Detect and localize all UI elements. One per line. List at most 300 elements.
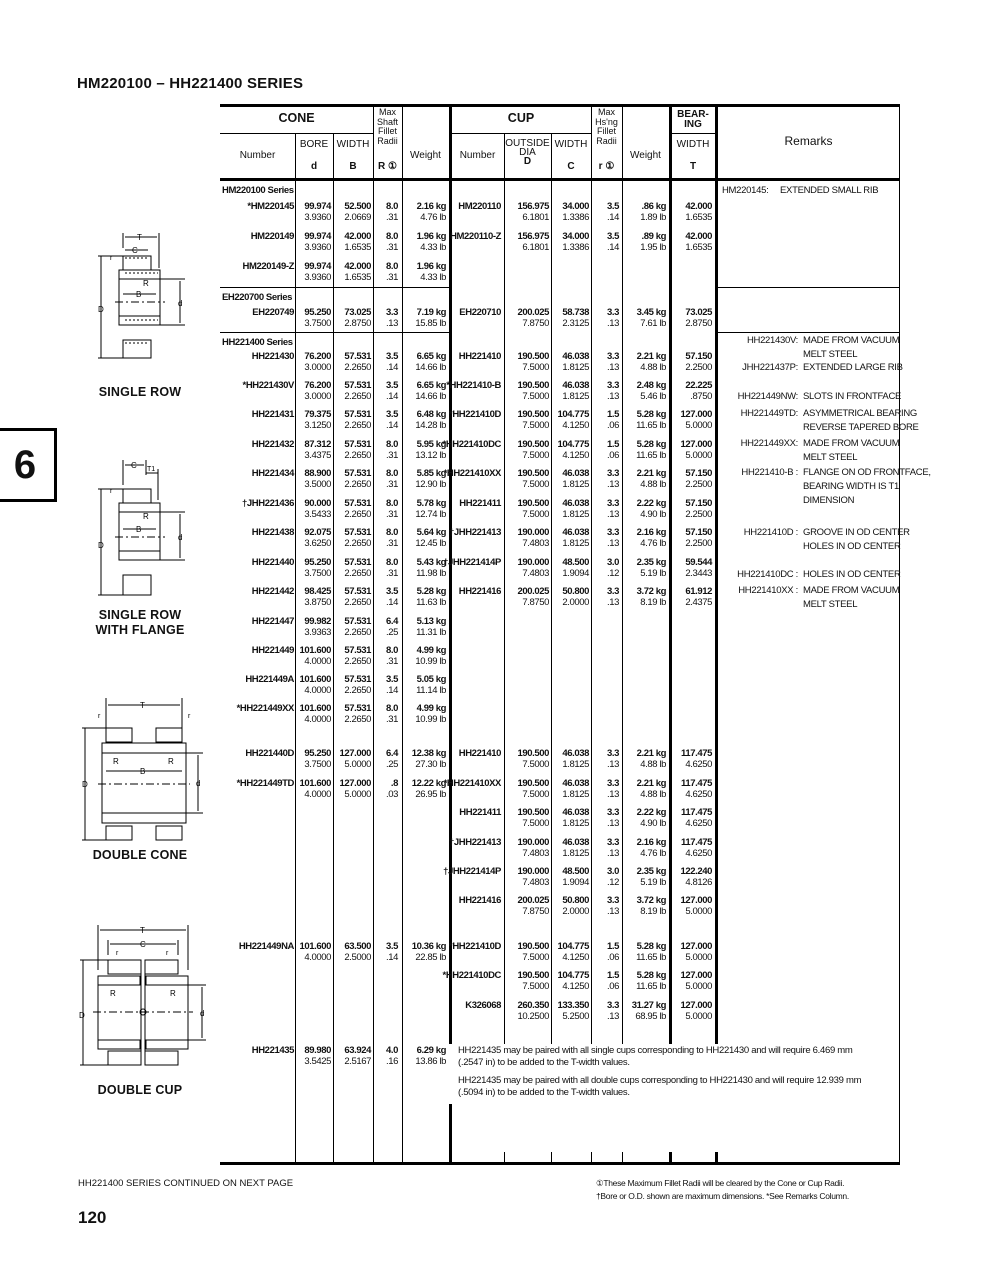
od-metric: 190.000 bbox=[517, 557, 549, 568]
remark-text: MADE FROM VACUUM bbox=[803, 585, 900, 596]
r-metric: 3.5 bbox=[606, 201, 619, 212]
cw-metric: 46.038 bbox=[562, 807, 589, 818]
cwt-imperial: 14.66 lb bbox=[415, 391, 446, 402]
uwt-imperial: 4.88 lb bbox=[640, 759, 666, 770]
T-metric: 57.150 bbox=[685, 527, 712, 538]
od-imperial: 7.5000 bbox=[522, 818, 549, 829]
remark-text: MADE FROM VACUUM bbox=[803, 335, 900, 346]
r-imperial: .13 bbox=[606, 318, 619, 329]
svg-text:r: r bbox=[166, 950, 169, 957]
uwt-metric: 5.28 kg bbox=[636, 409, 666, 420]
remark-text: EXTENDED SMALL RIB bbox=[780, 185, 879, 196]
header-remarks: Remarks bbox=[784, 134, 833, 148]
bore-metric: 101.600 bbox=[299, 778, 331, 789]
T-imperial: 2.2500 bbox=[685, 479, 712, 490]
cw-metric: 46.038 bbox=[562, 380, 589, 391]
bore-metric: 101.600 bbox=[299, 941, 331, 952]
footnotes: ①These Maximum Fillet Radii will be cleared by the Cone or Cup Radii. †Bore or O.D. shown are maximum dimensions. *See Remarks Column. bbox=[596, 1178, 849, 1201]
r-metric: 3.3 bbox=[606, 748, 619, 759]
series-label: HM220100 Series bbox=[222, 185, 294, 196]
cw-metric: 50.800 bbox=[562, 895, 589, 906]
svg-text:C: C bbox=[132, 246, 138, 255]
cup-number: HH221411 bbox=[459, 498, 501, 509]
r-metric: 3.0 bbox=[606, 557, 619, 568]
T-metric: 57.150 bbox=[685, 351, 712, 362]
remark-key: HH221449XX: bbox=[740, 438, 798, 449]
od-imperial: 6.1801 bbox=[522, 212, 549, 223]
cw-imperial: 1.8125 bbox=[562, 789, 589, 800]
od-metric: 190.000 bbox=[517, 837, 549, 848]
bore-metric: 76.200 bbox=[304, 380, 331, 391]
bore-imperial: 4.0000 bbox=[304, 656, 331, 667]
cw-metric: 46.038 bbox=[562, 837, 589, 848]
bore-metric: 76.200 bbox=[304, 351, 331, 362]
cup-number: †JHH221413 bbox=[449, 527, 501, 538]
cup-number: K326068 bbox=[465, 1000, 501, 1011]
od-imperial: 7.5000 bbox=[522, 952, 549, 963]
T-metric: 122.240 bbox=[680, 866, 712, 877]
r-imperial: .14 bbox=[606, 212, 619, 223]
svg-text:r: r bbox=[98, 713, 101, 720]
cup-number: HM220110 bbox=[458, 201, 501, 212]
r-metric: 3.3 bbox=[606, 1000, 619, 1011]
cone-number: HM220149-Z bbox=[242, 261, 294, 272]
R-imperial: .31 bbox=[385, 509, 398, 520]
bore-metric: 99.974 bbox=[304, 261, 331, 272]
r-imperial: .13 bbox=[606, 906, 619, 917]
svg-text:C: C bbox=[131, 461, 137, 470]
cw-imperial: 4.1250 bbox=[562, 952, 589, 963]
R-metric: 3.3 bbox=[385, 307, 398, 318]
cw-metric: 46.038 bbox=[562, 351, 589, 362]
svg-text:T: T bbox=[137, 233, 142, 242]
header-shaft-symbol: R ① bbox=[378, 161, 397, 172]
header-shaft-fillet: Max Shaft Fillet Radii bbox=[376, 107, 398, 146]
header-cup-number: Number bbox=[459, 150, 496, 161]
r-metric: 3.3 bbox=[606, 778, 619, 789]
bw-metric: 57.531 bbox=[344, 645, 371, 656]
T-metric: 22.225 bbox=[685, 380, 712, 391]
r-imperial: .06 bbox=[606, 981, 619, 992]
bore-imperial: 4.0000 bbox=[304, 952, 331, 963]
bw-imperial: 5.0000 bbox=[344, 789, 371, 800]
bw-imperial: 2.0669 bbox=[344, 212, 371, 223]
cone-number: *HH221449XX bbox=[236, 703, 294, 714]
T-imperial: 4.6250 bbox=[685, 848, 712, 859]
cwt-imperial: 14.28 lb bbox=[415, 420, 446, 431]
remark-key: HH221410XX : bbox=[738, 585, 798, 596]
bw-metric: 63.500 bbox=[344, 941, 371, 952]
bore-imperial: 3.7500 bbox=[304, 568, 331, 579]
uwt-metric: 2.22 kg bbox=[636, 498, 666, 509]
header-cup-width: WIDTH bbox=[554, 139, 588, 150]
r-metric: 1.5 bbox=[606, 409, 619, 420]
od-metric: 190.500 bbox=[517, 439, 549, 450]
bw-metric: 57.531 bbox=[344, 557, 371, 568]
bw-metric: 57.531 bbox=[344, 498, 371, 509]
uwt-imperial: 4.88 lb bbox=[640, 362, 666, 373]
bw-imperial: 2.2650 bbox=[344, 479, 371, 490]
cwt-imperial: 15.85 lb bbox=[415, 318, 446, 329]
cw-metric: 46.038 bbox=[562, 748, 589, 759]
bw-imperial: 2.5000 bbox=[344, 952, 371, 963]
header-bearing-width: WIDTH bbox=[676, 139, 710, 150]
cup-number: HH221410 bbox=[458, 351, 501, 362]
cone-number: *HM220145 bbox=[247, 201, 294, 212]
cup-number: †JHH221414P bbox=[443, 866, 501, 877]
cwt-imperial: 13.86 lb bbox=[415, 1056, 446, 1067]
cw-metric: 46.038 bbox=[562, 498, 589, 509]
cone-number: HH221432 bbox=[251, 439, 294, 450]
bore-metric: 99.974 bbox=[304, 201, 331, 212]
r-imperial: .14 bbox=[606, 242, 619, 253]
svg-text:R: R bbox=[113, 757, 119, 766]
cw-imperial: 1.8125 bbox=[562, 848, 589, 859]
bw-imperial: 2.2650 bbox=[344, 597, 371, 608]
bw-imperial: 2.2650 bbox=[344, 656, 371, 667]
T-imperial: 1.6535 bbox=[685, 212, 712, 223]
bw-metric: 57.531 bbox=[344, 409, 371, 420]
bw-metric: 127.000 bbox=[339, 778, 371, 789]
header-cup: CUP bbox=[507, 111, 535, 125]
R-imperial: .31 bbox=[385, 538, 398, 549]
r-metric: 3.3 bbox=[606, 895, 619, 906]
bore-metric: 87.312 bbox=[304, 439, 331, 450]
R-metric: 8.0 bbox=[385, 645, 398, 656]
uwt-imperial: 8.19 lb bbox=[640, 906, 666, 917]
cw-imperial: 1.3386 bbox=[562, 212, 589, 223]
svg-text:D: D bbox=[98, 541, 104, 550]
bw-metric: 42.000 bbox=[344, 261, 371, 272]
od-imperial: 7.8750 bbox=[522, 318, 549, 329]
R-imperial: .31 bbox=[385, 656, 398, 667]
od-imperial: 7.5000 bbox=[522, 789, 549, 800]
uwt-metric: 31.27 kg bbox=[631, 1000, 666, 1011]
continued-note: HH221400 SERIES CONTINUED ON NEXT PAGE bbox=[78, 1178, 294, 1189]
double-cup-bearing-diagram bbox=[78, 920, 218, 1070]
uwt-imperial: 68.95 lb bbox=[635, 1011, 666, 1022]
r-imperial: .13 bbox=[606, 848, 619, 859]
R-metric: 6.4 bbox=[385, 748, 398, 759]
od-imperial: 7.4803 bbox=[522, 568, 549, 579]
od-imperial: 6.1801 bbox=[522, 242, 549, 253]
uwt-imperial: 4.88 lb bbox=[640, 789, 666, 800]
cone-number: HH221442 bbox=[251, 586, 294, 597]
uwt-metric: 2.22 kg bbox=[636, 807, 666, 818]
cup-number: *HH221410XX bbox=[443, 468, 501, 479]
od-metric: 200.025 bbox=[517, 895, 549, 906]
remark-key: JHH221437P: bbox=[742, 362, 798, 373]
T-metric: 117.475 bbox=[680, 778, 712, 789]
cup-number: EH220710 bbox=[459, 307, 501, 318]
uwt-imperial: 11.65 lb bbox=[636, 420, 666, 431]
cup-number: HH221411 bbox=[459, 807, 501, 818]
cwt-metric: 5.05 kg bbox=[416, 674, 446, 685]
R-metric: 8.0 bbox=[385, 261, 398, 272]
uwt-metric: .86 kg bbox=[641, 201, 666, 212]
bore-imperial: 3.4375 bbox=[304, 450, 331, 461]
cw-metric: 46.038 bbox=[562, 527, 589, 538]
bore-imperial: 3.9360 bbox=[304, 272, 331, 283]
r-imperial: .12 bbox=[606, 877, 619, 888]
cwt-metric: 4.99 kg bbox=[416, 703, 446, 714]
uwt-metric: 3.72 kg bbox=[636, 586, 666, 597]
od-metric: 190.500 bbox=[517, 778, 549, 789]
page-title: HM220100 – HH221400 SERIES bbox=[77, 75, 304, 92]
cw-metric: 48.500 bbox=[562, 866, 589, 877]
bore-metric: 98.425 bbox=[304, 586, 331, 597]
svg-text:D: D bbox=[98, 305, 104, 314]
bw-metric: 57.531 bbox=[344, 468, 371, 479]
r-imperial: .12 bbox=[606, 568, 619, 579]
remark-text: FLANGE ON OD FRONTFACE, bbox=[803, 467, 931, 478]
od-imperial: 10.2500 bbox=[517, 1011, 549, 1022]
T-imperial: 2.2500 bbox=[685, 538, 712, 549]
uwt-metric: 3.45 kg bbox=[636, 307, 666, 318]
T-imperial: 1.6535 bbox=[685, 242, 712, 253]
bore-imperial: 3.9360 bbox=[304, 212, 331, 223]
cwt-metric: 5.85 kg bbox=[416, 468, 446, 479]
R-metric: .8 bbox=[390, 778, 398, 789]
cone-number: *HH221430V bbox=[242, 380, 294, 391]
cw-imperial: 1.8125 bbox=[562, 759, 589, 770]
T-metric: 61.912 bbox=[685, 586, 712, 597]
remark-key: HH221410-B : bbox=[741, 467, 798, 478]
svg-text:d: d bbox=[178, 533, 183, 542]
uwt-imperial: 4.88 lb bbox=[640, 479, 666, 490]
svg-text:D: D bbox=[79, 1011, 85, 1020]
cup-number: *HH221410XX bbox=[443, 778, 501, 789]
T-metric: 127.000 bbox=[680, 439, 712, 450]
cone-number: HH221430 bbox=[251, 351, 294, 362]
cwt-metric: 12.22 kg bbox=[411, 778, 446, 789]
svg-text:R: R bbox=[143, 512, 149, 521]
cw-imperial: 1.8125 bbox=[562, 362, 589, 373]
bw-imperial: 2.2650 bbox=[344, 391, 371, 402]
svg-text:R: R bbox=[170, 989, 176, 998]
R-imperial: .31 bbox=[385, 568, 398, 579]
bw-metric: 57.531 bbox=[344, 703, 371, 714]
r-metric: 3.0 bbox=[606, 866, 619, 877]
remark-text: REVERSE TAPERED BORE bbox=[803, 422, 919, 433]
header-bore-symbol: d bbox=[310, 161, 318, 172]
cwt-imperial: 27.30 lb bbox=[415, 759, 446, 770]
remark-text: DIMENSION bbox=[803, 495, 855, 506]
T-imperial: 4.8126 bbox=[685, 877, 712, 888]
bore-imperial: 3.9363 bbox=[304, 627, 331, 638]
bw-imperial: 2.2650 bbox=[344, 714, 371, 725]
uwt-imperial: 4.90 lb bbox=[640, 818, 666, 829]
bw-metric: 63.924 bbox=[344, 1045, 371, 1056]
bw-imperial: 2.8750 bbox=[344, 318, 371, 329]
cup-number: *HH221410DC bbox=[442, 970, 501, 981]
cw-imperial: 2.0000 bbox=[562, 906, 589, 917]
cup-number: HH221416 bbox=[458, 586, 501, 597]
od-imperial: 7.5000 bbox=[522, 362, 549, 373]
R-imperial: .31 bbox=[385, 272, 398, 283]
uwt-imperial: 4.76 lb bbox=[640, 538, 666, 549]
r-imperial: .13 bbox=[606, 509, 619, 520]
od-imperial: 7.4803 bbox=[522, 538, 549, 549]
r-imperial: .13 bbox=[606, 391, 619, 402]
remark-key: HH221449NW: bbox=[737, 391, 798, 402]
r-metric: 3.3 bbox=[606, 468, 619, 479]
header-cone-width: WIDTH bbox=[336, 139, 370, 150]
T-metric: 42.000 bbox=[685, 201, 712, 212]
cw-imperial: 5.2500 bbox=[562, 1011, 589, 1022]
r-imperial: .13 bbox=[606, 818, 619, 829]
uwt-metric: 2.21 kg bbox=[636, 351, 666, 362]
r-metric: 3.3 bbox=[606, 527, 619, 538]
bore-metric: 101.600 bbox=[299, 674, 331, 685]
figure-label-double-cup: DOUBLE CUP bbox=[97, 1083, 183, 1097]
cup-number: *HH221410D bbox=[449, 409, 501, 420]
series-label: EH220700 Series bbox=[222, 292, 293, 303]
cw-imperial: 4.1250 bbox=[562, 420, 589, 431]
R-imperial: .31 bbox=[385, 450, 398, 461]
T-imperial: 4.6250 bbox=[685, 789, 712, 800]
svg-text:r: r bbox=[188, 713, 191, 720]
bore-imperial: 3.8750 bbox=[304, 597, 331, 608]
cw-metric: 34.000 bbox=[562, 231, 589, 242]
od-imperial: 7.5000 bbox=[522, 981, 549, 992]
R-metric: 8.0 bbox=[385, 231, 398, 242]
remark-text: MADE FROM VACUUM bbox=[803, 438, 900, 449]
od-metric: 190.500 bbox=[517, 498, 549, 509]
r-imperial: .13 bbox=[606, 479, 619, 490]
cwt-metric: 5.78 kg bbox=[416, 498, 446, 509]
bw-metric: 57.531 bbox=[344, 527, 371, 538]
od-imperial: 7.4803 bbox=[522, 848, 549, 859]
cup-number: *HH221410-B bbox=[446, 380, 501, 391]
cwt-metric: 5.43 kg bbox=[416, 557, 446, 568]
od-metric: 156.975 bbox=[517, 201, 549, 212]
bw-imperial: 2.5167 bbox=[344, 1056, 371, 1067]
figure-label-double-cone: DOUBLE CONE bbox=[92, 848, 188, 862]
od-metric: 190.000 bbox=[517, 866, 549, 877]
bw-metric: 73.025 bbox=[344, 307, 371, 318]
cw-metric: 34.000 bbox=[562, 201, 589, 212]
cwt-imperial: 14.66 lb bbox=[415, 362, 446, 373]
cone-number: HH221438 bbox=[251, 527, 294, 538]
cwt-metric: 2.16 kg bbox=[416, 201, 446, 212]
R-metric: 3.5 bbox=[385, 380, 398, 391]
T-metric: 42.000 bbox=[685, 231, 712, 242]
uwt-metric: 2.21 kg bbox=[636, 778, 666, 789]
od-metric: 260.350 bbox=[517, 1000, 549, 1011]
T-metric: 117.475 bbox=[680, 807, 712, 818]
R-metric: 8.0 bbox=[385, 468, 398, 479]
cw-imperial: 2.0000 bbox=[562, 597, 589, 608]
T-metric: 117.475 bbox=[680, 837, 712, 848]
uwt-metric: 5.28 kg bbox=[636, 970, 666, 981]
bore-imperial: 3.9360 bbox=[304, 242, 331, 253]
cup-number: †JHH221413 bbox=[449, 837, 501, 848]
od-metric: 190.500 bbox=[517, 941, 549, 952]
bore-imperial: 3.1250 bbox=[304, 420, 331, 431]
svg-text:r: r bbox=[110, 255, 113, 262]
bw-imperial: 2.2650 bbox=[344, 627, 371, 638]
uwt-imperial: 11.65 lb bbox=[636, 981, 666, 992]
single-row-bearing-diagram bbox=[90, 228, 200, 368]
R-metric: 6.4 bbox=[385, 616, 398, 627]
cwt-metric: 6.48 kg bbox=[416, 409, 446, 420]
T-metric: 127.000 bbox=[680, 895, 712, 906]
od-metric: 190.500 bbox=[517, 409, 549, 420]
uwt-metric: .89 kg bbox=[641, 231, 666, 242]
bore-imperial: 3.6250 bbox=[304, 538, 331, 549]
remark-key: HH221430V: bbox=[746, 335, 798, 346]
R-imperial: .16 bbox=[385, 1056, 398, 1067]
cwt-imperial: 13.12 lb bbox=[415, 450, 446, 461]
remark-text: GROOVE IN OD CENTER bbox=[803, 527, 910, 538]
bw-metric: 127.000 bbox=[339, 748, 371, 759]
cone-number: HH221440D bbox=[245, 748, 294, 759]
bore-imperial: 4.0000 bbox=[304, 789, 331, 800]
r-imperial: .13 bbox=[606, 759, 619, 770]
od-metric: 190.500 bbox=[517, 351, 549, 362]
bw-metric: 57.531 bbox=[344, 674, 371, 685]
R-imperial: .14 bbox=[385, 952, 398, 963]
svg-text:R: R bbox=[168, 757, 174, 766]
cwt-imperial: 10.99 lb bbox=[415, 714, 446, 725]
pairing-note-double: HH221435 may be paired with all double cups corresponding to HH221430 and will require 12.939 mm (.5094 in) to be added to the T-width values. bbox=[458, 1075, 862, 1098]
bore-imperial: 4.0000 bbox=[304, 714, 331, 725]
header-cone-number: Number bbox=[239, 150, 276, 161]
od-imperial: 7.5000 bbox=[522, 450, 549, 461]
header-bearing-width-symbol: T bbox=[689, 161, 697, 172]
r-imperial: .06 bbox=[606, 420, 619, 431]
cw-imperial: 1.8125 bbox=[562, 391, 589, 402]
uwt-metric: 2.16 kg bbox=[636, 837, 666, 848]
cone-number: HH221449 bbox=[251, 645, 294, 656]
header-cone-weight: Weight bbox=[410, 150, 441, 161]
bore-metric: 95.250 bbox=[304, 557, 331, 568]
header-bore: BORE bbox=[299, 139, 329, 150]
r-metric: 3.3 bbox=[606, 586, 619, 597]
bore-metric: 88.900 bbox=[304, 468, 331, 479]
cwt-metric: 4.99 kg bbox=[416, 645, 446, 656]
T-imperial: 5.0000 bbox=[685, 906, 712, 917]
remark-text: MELT STEEL bbox=[803, 599, 858, 610]
cone-number: HH221447 bbox=[251, 616, 294, 627]
R-metric: 3.5 bbox=[385, 409, 398, 420]
od-metric: 190.000 bbox=[517, 527, 549, 538]
cwt-imperial: 22.85 lb bbox=[415, 952, 446, 963]
R-imperial: .31 bbox=[385, 479, 398, 490]
cup-number: *HH221410D bbox=[449, 941, 501, 952]
r-metric: 3.3 bbox=[606, 807, 619, 818]
cwt-metric: 1.96 kg bbox=[416, 261, 446, 272]
uwt-metric: 2.48 kg bbox=[636, 380, 666, 391]
T-metric: 73.025 bbox=[685, 307, 712, 318]
cw-imperial: 1.8125 bbox=[562, 538, 589, 549]
header-outside-dia: OUTSIDE DIA D bbox=[505, 138, 550, 167]
cw-metric: 104.775 bbox=[557, 439, 589, 450]
cwt-imperial: 4.33 lb bbox=[420, 272, 446, 283]
page-number: 120 bbox=[78, 1208, 107, 1227]
svg-text:D: D bbox=[82, 780, 88, 789]
figure-label-single-row-flange: SINGLE ROW WITH FLANGE bbox=[95, 608, 185, 637]
remark-text: MELT STEEL bbox=[803, 452, 858, 463]
remark-text: ASYMMETRICAL BEARING bbox=[803, 408, 918, 419]
bw-imperial: 2.2650 bbox=[344, 509, 371, 520]
R-imperial: .31 bbox=[385, 714, 398, 725]
cwt-metric: 1.96 kg bbox=[416, 231, 446, 242]
cup-number: HM220110-Z bbox=[450, 231, 501, 242]
T-imperial: 5.0000 bbox=[685, 981, 712, 992]
r-metric: 3.3 bbox=[606, 351, 619, 362]
